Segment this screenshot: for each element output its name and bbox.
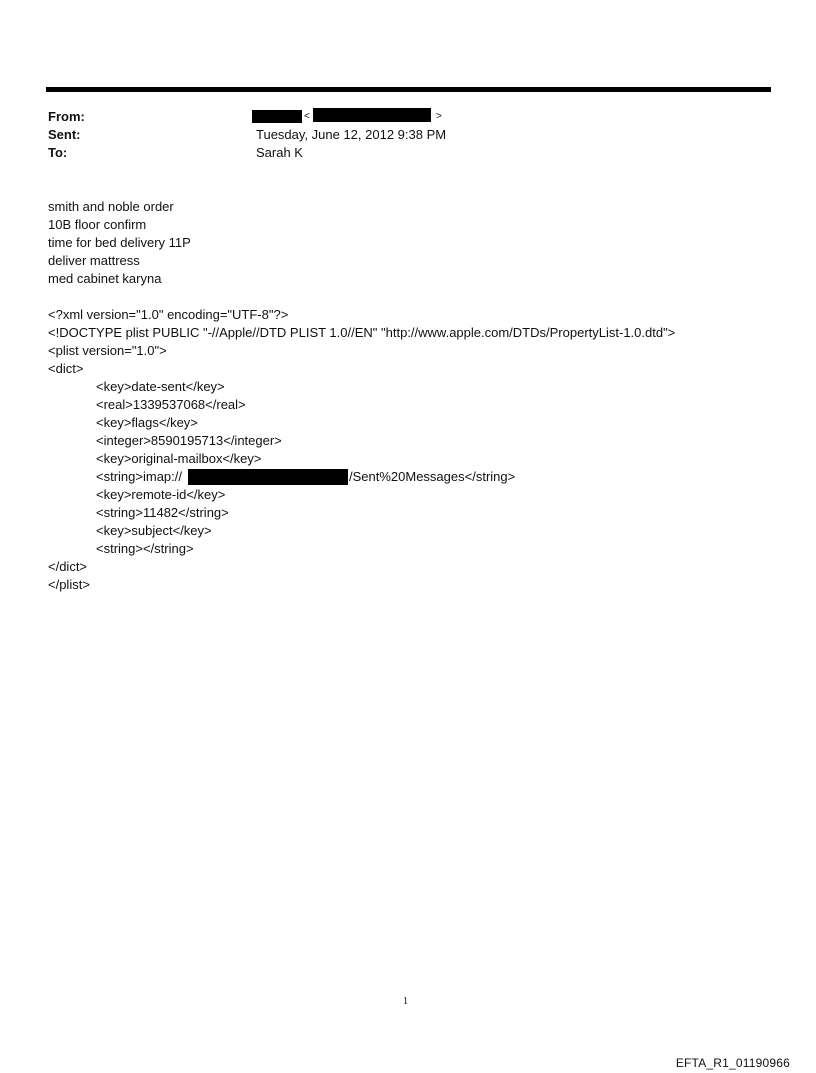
plist-entry: <key>remote-id</key> [96,487,226,502]
note-line: 10B floor confirm [48,217,147,232]
note-line: smith and noble order [48,199,174,214]
plist-xml-declaration: <?xml version="1.0" encoding="UTF-8"?> [48,307,289,322]
note-line: med cabinet karyna [48,271,162,286]
plist-entry: <key>original-mailbox</key> [96,451,262,466]
redacted-sender-email [313,108,431,122]
dict-open-tag: <dict> [48,361,84,376]
from-lt-symbol: < [304,111,310,122]
mailbox-prefix: <string>imap:// [96,469,182,484]
sent-label: Sent: [48,127,81,142]
header-rule [46,87,771,92]
to-label: To: [48,145,68,160]
sent-value: Tuesday, June 12, 2012 9:38 PM [256,127,447,142]
plist-entry: <string>11482</string> [96,505,229,520]
to-value: Sarah K [256,145,303,160]
from-label: From: [48,109,85,124]
plist-open-tag: <plist version="1.0"> [48,343,167,358]
page-number: 1 [403,996,408,1007]
dict-close-tag: </dict> [48,559,88,574]
plist-entry: <integer>8590195713</integer> [96,433,282,448]
bates-number: EFTA_R1_01190966 [675,1056,790,1070]
note-line: time for bed delivery 11P [48,235,191,250]
plist-close-tag: </plist> [48,577,90,592]
plist-entry: <real>1339537068</real> [96,397,246,412]
note-line: deliver mattress [48,253,140,268]
redacted-sender-name [252,110,302,123]
plist-entry: <key>date-sent</key> [96,379,225,394]
plist-entry: <key>flags</key> [96,415,198,430]
plist-doctype: <!DOCTYPE plist PUBLIC "-//Apple//DTD PLIST 1.0//EN" "http://www.apple.com/DTDs/PropertyList-1.0.dtd"> [48,325,676,340]
redacted-mailbox-address [188,469,348,485]
plist-entry: <string></string> [96,541,194,556]
from-gt-symbol: > [436,111,442,122]
plist-entry: <key>subject</key> [96,523,212,538]
mailbox-suffix: /Sent%20Messages</string> [349,469,516,484]
